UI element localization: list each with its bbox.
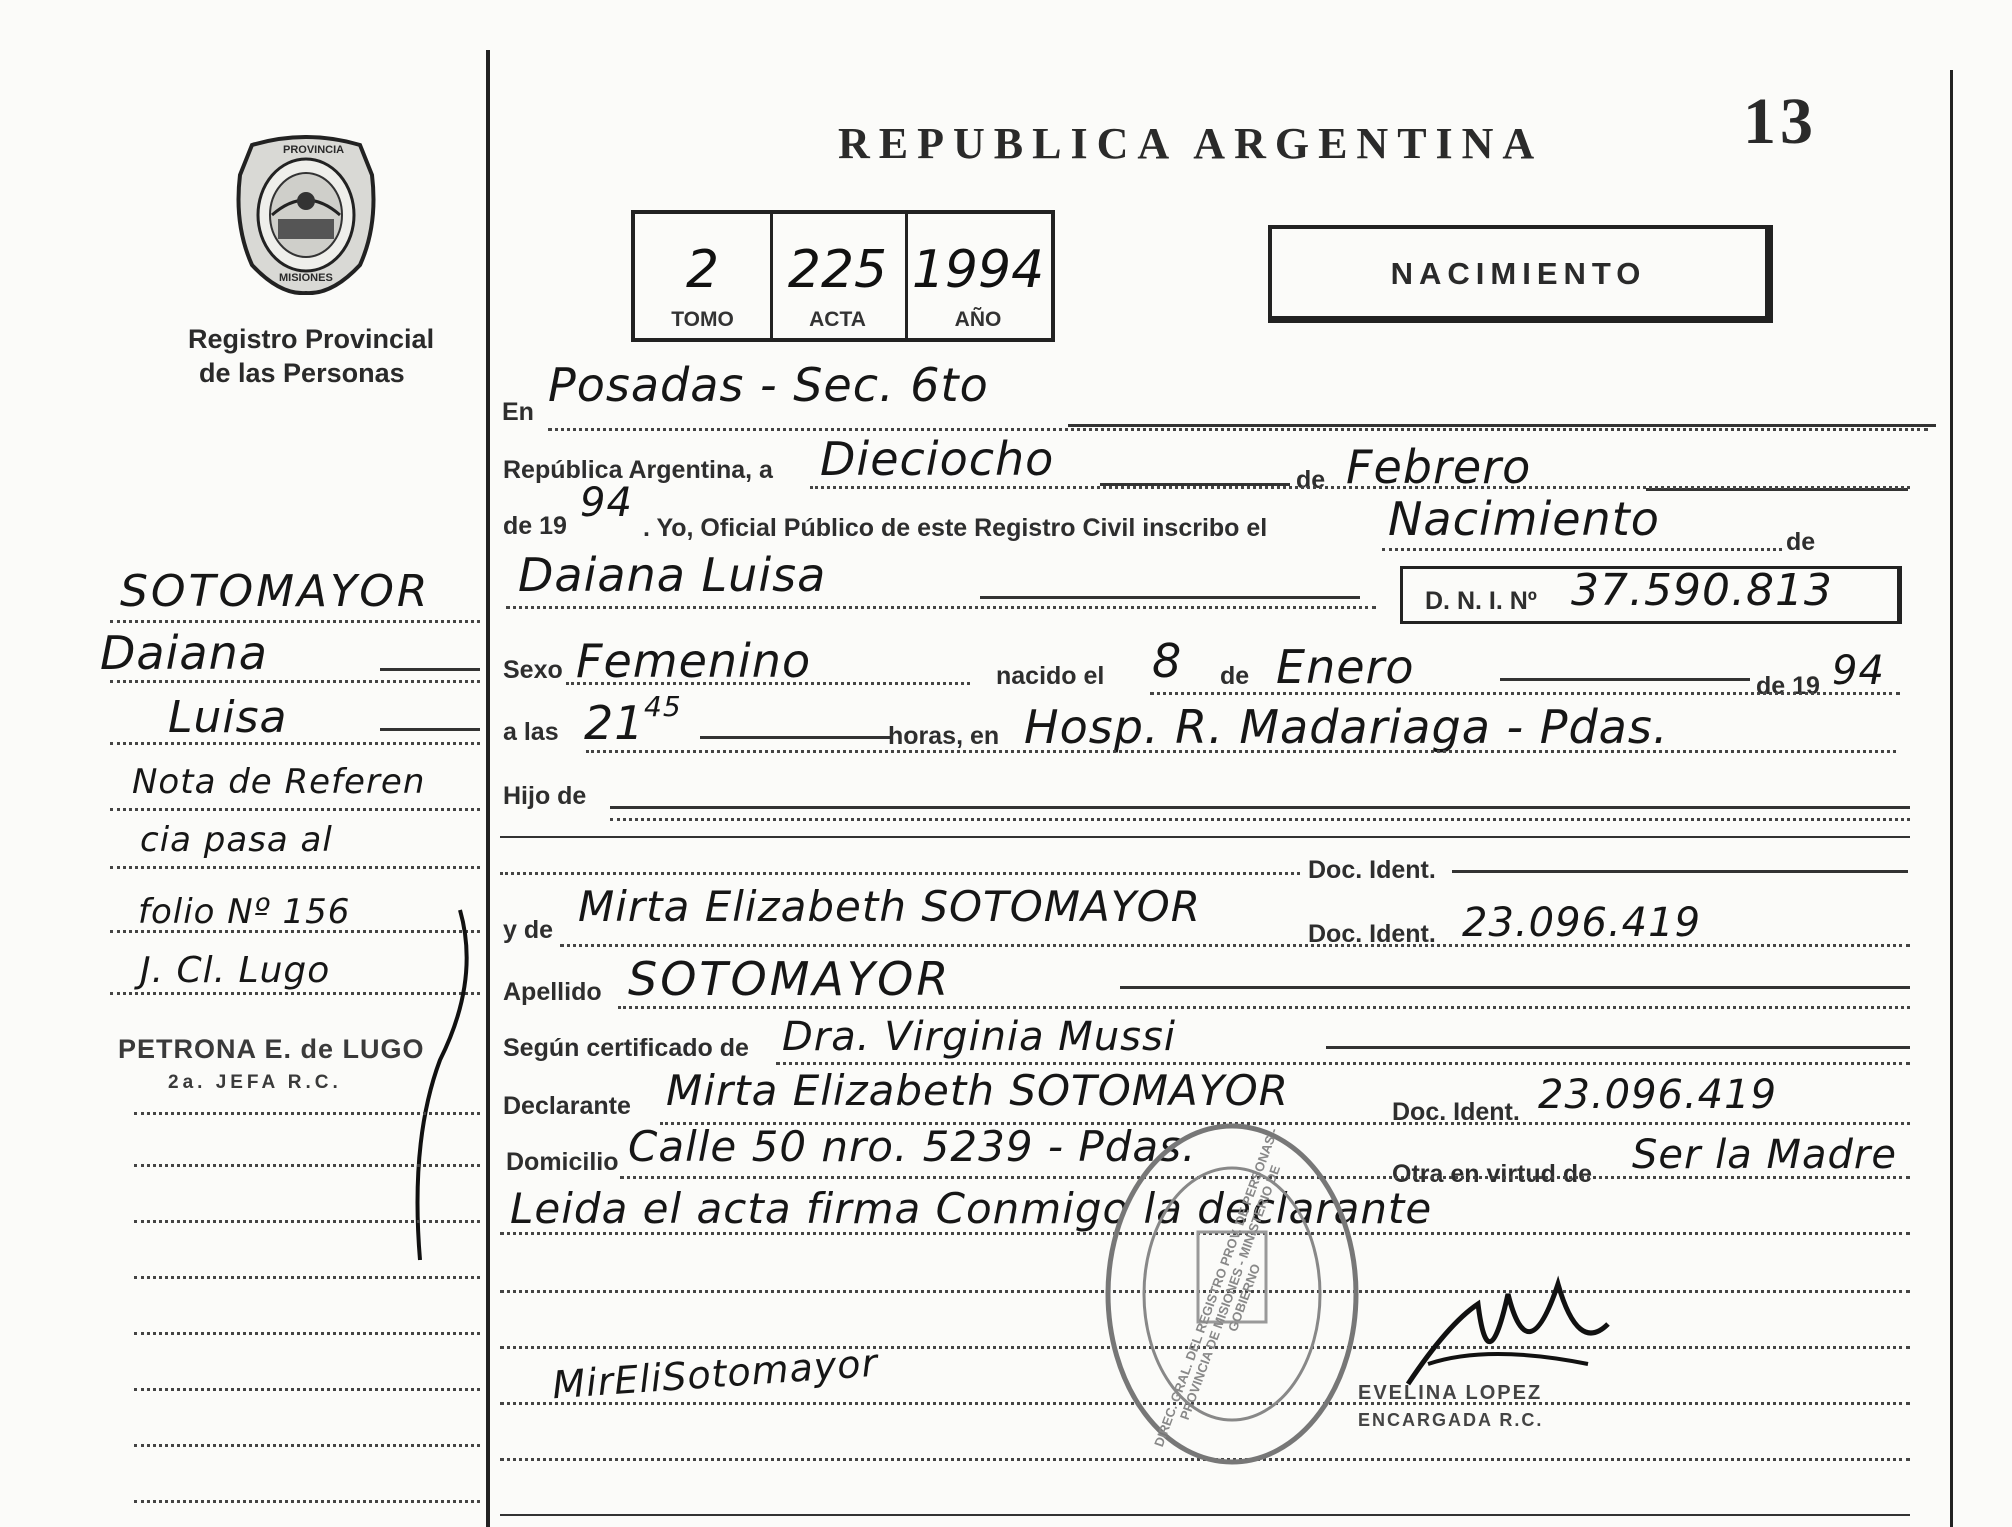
officer-stamp-title: ENCARGADA R.C. [1358, 1410, 1544, 1430]
acta-value: 225 [787, 240, 888, 300]
label-de-right: de [1786, 528, 1816, 556]
margin-note-1: Nota de Referen [132, 762, 426, 802]
dots-row6 [586, 750, 1896, 753]
year-short-value: 94 [580, 480, 633, 526]
acta-cell [770, 214, 908, 338]
day-text-value: Dieciocho [820, 432, 1055, 486]
registry-line-1: Registro Provincial [188, 324, 435, 354]
dots-row3 [1382, 548, 1782, 551]
certifier-value: Dra. Virginia Mussi [782, 1014, 1176, 1060]
right-border [1950, 70, 1953, 1527]
margin-dots-14 [134, 1444, 480, 1447]
birth-year-value: 94 [1832, 648, 1885, 694]
tomo-label: TOMO [671, 308, 734, 331]
line-en [1068, 424, 1936, 427]
line-names [980, 596, 1360, 599]
page-number: 13 [1743, 85, 1817, 158]
provincial-seal [232, 135, 380, 295]
line-hour [700, 736, 890, 739]
dots-en [548, 428, 1928, 431]
margin-stamp-name: PETRONA E. de LUGO [118, 1034, 425, 1064]
margin-dots-11 [134, 1276, 480, 1279]
margin-line-3 [380, 728, 480, 731]
label-y-de: y de [503, 916, 554, 944]
label-de-19: de 19 [503, 512, 567, 540]
label-de-19-birth: de 19 [1756, 672, 1820, 700]
line-hijo [610, 806, 1910, 809]
page-divider [486, 50, 490, 1527]
ano-cell [905, 214, 1051, 338]
label-doc-ident-1: Doc. Ident. [1308, 856, 1436, 884]
line-doc-1 [1452, 870, 1908, 873]
margin-dots-3 [110, 742, 480, 745]
margin-line-2 [380, 668, 480, 671]
round-stamp-text: DIREC. GRAL. DEL REGISTRO PROV. DE PERSONAS - PROVINCIA DE MISIONES - MINISTERIO DE GOBIERNO [1151, 1125, 1284, 1449]
margin-name-1: Daiana [100, 626, 268, 680]
record-type-value: Nacimiento [1388, 492, 1660, 546]
label-en: En [502, 398, 534, 426]
birth-month-value: Enero [1276, 640, 1415, 694]
dots-hijo [610, 818, 1910, 821]
margin-dots-15 [134, 1500, 480, 1503]
margin-dots-12 [134, 1332, 480, 1335]
minutes-value: 45 [644, 690, 682, 723]
closing-value: Leida el acta firma Conmigo la declarante [510, 1184, 1433, 1233]
ano-value: 1994 [911, 240, 1045, 300]
margin-surname: SOTOMAYOR [120, 566, 431, 617]
margin-dots-10 [134, 1220, 480, 1223]
dots-row8 [560, 944, 1910, 947]
margin-note-2: cia pasa al [140, 820, 333, 860]
label-sexo: Sexo [503, 656, 563, 684]
label-yo-oficial: . Yo, Oficial Público de este Registro Civil inscribo el [643, 514, 1268, 542]
record-type-label: NACIMIENTO [1390, 256, 1647, 291]
label-doc-ident-3: Doc. Ident. [1392, 1098, 1520, 1126]
label-domicilio: Domicilio [506, 1148, 619, 1176]
given-names-value: Daiana Luisa [518, 548, 827, 602]
dni-box [1400, 566, 1902, 624]
margin-signature-stroke [380, 900, 500, 1280]
label-doc-ident-2: Doc. Ident. [1308, 920, 1436, 948]
seal-top-text: PROVINCIA [283, 144, 345, 156]
dots-segun [776, 1062, 1910, 1065]
label-a-las: a las [503, 718, 559, 746]
label-declarante: Declarante [503, 1092, 631, 1120]
margin-dots-8 [134, 1112, 480, 1115]
line-bottom [500, 1514, 1910, 1516]
declarant-doc-value: 23.096.419 [1538, 1072, 1778, 1118]
address-value: Calle 50 nro. 5239 - Pdas. [628, 1122, 1197, 1171]
tomo-cell [635, 214, 773, 338]
line-hijo-2 [500, 836, 1910, 838]
label-segun: Según certificado de [503, 1034, 749, 1062]
margin-name-2: Luisa [168, 692, 288, 743]
hour-value: 21 [584, 696, 645, 750]
record-type-box [1268, 225, 1773, 323]
birth-day-value: 8 [1152, 634, 1183, 688]
country-title: REPUBLICA ARGENTINA [838, 119, 1544, 168]
label-hijo-de: Hijo de [503, 782, 587, 810]
line-segun [1326, 1046, 1910, 1049]
dni-value: 37.590.813 [1571, 565, 1833, 616]
birth-place-value: Hosp. R. Madariaga - Pdas. [1024, 700, 1669, 754]
surname-value: SOTOMAYOR [628, 952, 952, 1006]
tomo-value: 2 [685, 240, 720, 300]
declarant-signature: MirEliSotomayor [550, 1340, 880, 1408]
label-nacido: nacido el [996, 662, 1105, 690]
dots-row2 [810, 486, 1910, 489]
margin-stamp-title: 2a. JEFA R.C. [168, 1072, 342, 1093]
margin-note-4: J. Cl. Lugo [140, 950, 331, 991]
declarant-value: Mirta Elizabeth SOTOMAYOR [666, 1066, 1289, 1115]
sex-value: Femenino [576, 634, 812, 688]
margin-dots-13 [134, 1388, 480, 1391]
dots-hijo-2 [500, 872, 1300, 875]
dots-sexo [566, 682, 970, 685]
margin-dots-9 [134, 1164, 480, 1167]
line-apellido [1120, 986, 1910, 989]
label-apellido: Apellido [503, 978, 602, 1006]
acta-label: ACTA [809, 308, 866, 331]
label-de-month: de [1296, 466, 1326, 494]
officer-stamp-name: EVELINA LOPEZ [1358, 1382, 1543, 1404]
mother-value: Mirta Elizabeth SOTOMAYOR [578, 882, 1201, 931]
label-horas: horas, en [888, 722, 1000, 750]
margin-dots-5 [110, 866, 480, 869]
registry-line-2: de las Personas [199, 358, 405, 388]
seal-bottom-text: MISIONES [279, 272, 333, 284]
label-de-birth-month: de [1220, 662, 1250, 690]
mother-doc-value: 23.096.419 [1462, 900, 1702, 946]
margin-dots-1 [110, 620, 480, 623]
month-text-value: Febrero [1346, 440, 1532, 494]
label-otra: Otra en virtud de [1392, 1160, 1593, 1188]
line-birth-month [1500, 678, 1750, 681]
label-republica: República Argentina, a [503, 456, 773, 484]
dots-row5 [1150, 692, 1900, 695]
record-number-box [631, 210, 1055, 342]
otra-value: Ser la Madre [1632, 1132, 1897, 1178]
margin-note-3: folio Nº 156 [138, 892, 351, 932]
ano-label: AÑO [954, 308, 1002, 331]
margin-dots-4 [110, 808, 480, 811]
dots-names [506, 606, 1376, 609]
place-value: Posadas - Sec. 6to [548, 358, 989, 412]
dots-apellido [618, 1006, 1910, 1009]
margin-dots-2 [110, 680, 480, 683]
label-dni: D. N. I. Nº [1425, 587, 1537, 615]
